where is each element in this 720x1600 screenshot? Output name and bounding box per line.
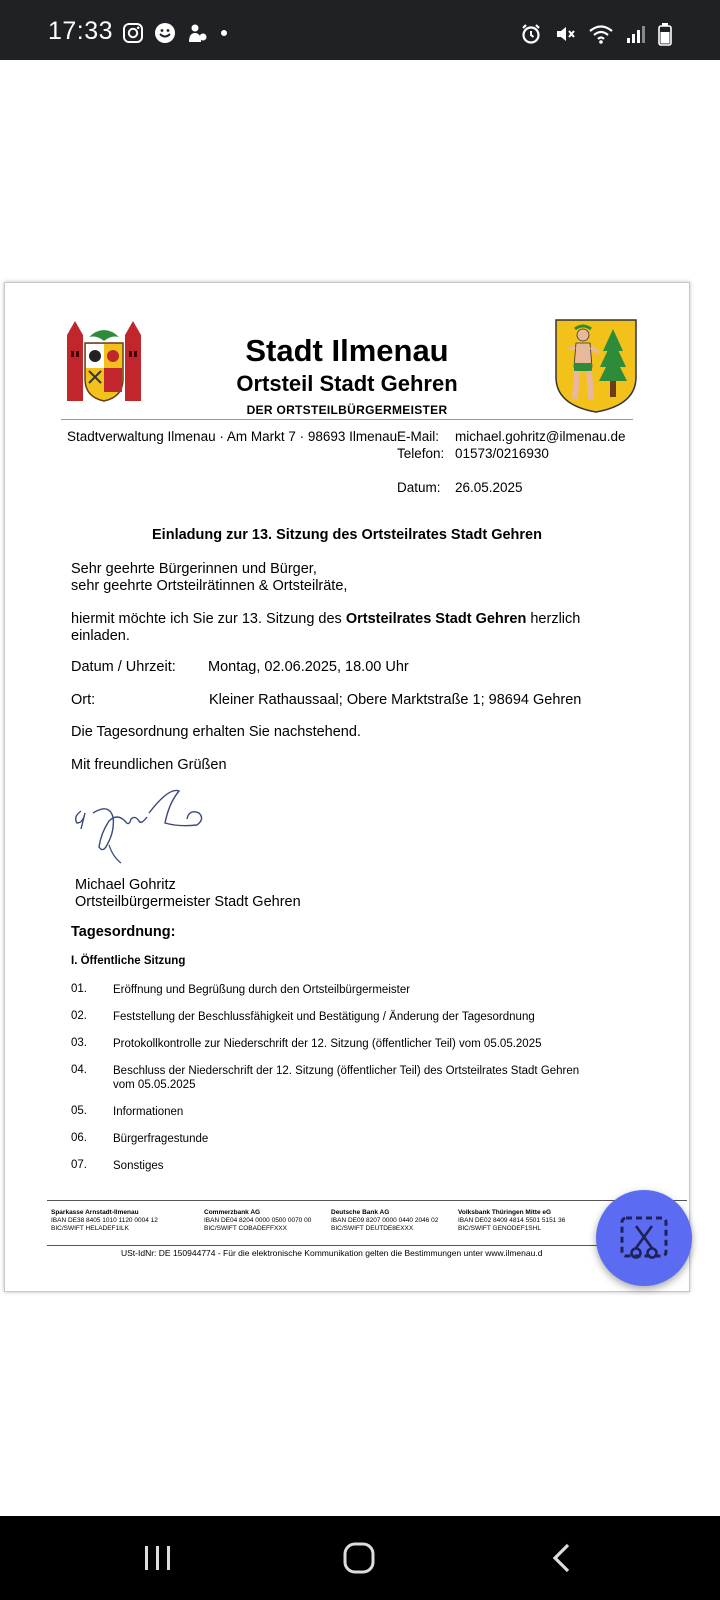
header-office: DER ORTSTEILBÜRGERMEISTER [246,403,448,417]
datetime-label: Datum / Uhrzeit: [71,659,176,675]
gehren-coat-of-arms-logo [555,319,637,413]
agenda-item-number: 05. [71,1105,87,1117]
notification-icons [122,22,230,44]
phone-label: Telefon: [397,446,445,461]
agenda-item-text: Informationen [113,1106,184,1118]
bank-info [51,1209,176,1233]
handwritten-signature [69,783,209,869]
screenshot-scissors-icon [596,1190,692,1286]
document-heading: Einladung zur 13. Sitzung des Ortsteilrates Stadt Gehren [152,527,542,543]
bank-bic: BIC/SWIFT COBADEFFXXX [204,1225,287,1232]
footer-note: USt-IdNr: DE 150944774 - Für die elektronische Kommunikation gelten die Bestimmungen unter www.ilmenau.d [121,1248,543,1258]
agenda-item-text: Feststellung der Beschlussfähigkeit und Bestätigung / Änderung der Tagesordnung [113,1011,535,1023]
bank-name: Deutsche Bank AG [331,1209,390,1216]
screenshot-crop-button[interactable] [596,1190,692,1286]
agenda-item-text: Beschluss der Niederschrift der 12. Sitzung (öffentlicher Teil) des Ortsteilrates Stadt Gehren vom 05.05.2025 [113,1065,580,1091]
recent-apps-icon[interactable] [142,1542,174,1574]
navigation-bar [0,1516,720,1600]
agenda-item-number: 03. [71,1037,87,1049]
email-value[interactable]: michael.gohritz@ilmenau.de [455,429,626,444]
messenger-face-icon [154,22,176,44]
header-divider [61,419,633,420]
agenda-item-text: Bürgerfragestunde [113,1133,209,1145]
alarm-icon [520,23,542,45]
bank-info [458,1209,583,1233]
bank-iban: IBAN DE02 8409 4814 5501 5151 36 [458,1217,566,1224]
signer-name: Michael Gohritz [75,877,176,893]
footer-divider-top [47,1200,687,1201]
place-label: Ort: [71,692,96,708]
status-bar [0,0,720,60]
battery-icon [658,22,672,46]
bank-iban: IBAN DE38 8405 1010 1120 0004 12 [51,1217,158,1224]
bank-bic: BIC/SWIFT DEUTDE8EXXX [331,1225,414,1232]
header-subtitle: Ortsteil Stadt Gehren [236,371,458,396]
header-title: Stadt Ilmenau [245,333,449,368]
agenda-title: Tagesordnung: [71,924,176,940]
bank-iban: IBAN DE04 8204 0000 0500 0070 00 [204,1217,312,1224]
app-notification-icon [186,22,208,44]
bank-name: Sparkasse Arnstadt-Ilmenau [51,1209,139,1216]
intro-bold: Ortsteilrates Stadt Gehren [345,611,527,627]
document-page[interactable] [4,282,690,1292]
wifi-icon [588,23,614,45]
bank-info [204,1209,329,1233]
back-icon[interactable] [550,1542,572,1574]
bank-bic: BIC/SWIFT GENODEF1SHL [458,1225,541,1232]
place-value: Kleiner Rathaussaal; Obere Marktstraße 1; 98694 Gehren [209,692,582,708]
signal-icon [626,23,646,45]
email-label: E-Mail: [397,429,440,444]
signer-role: Ortsteilbürgermeister Stadt Gehren [75,894,301,910]
home-icon[interactable] [342,1541,376,1575]
agenda-section: I. Öffentliche Sitzung [71,955,186,967]
greeting-line-2: sehr geehrte Ortsteilrätinnen & Ortsteilräte, [71,578,348,594]
system-icons [520,22,672,46]
intro-paragraph [71,611,580,627]
sender-address: Stadtverwaltung Ilmenau · Am Markt 7 · 98693 Ilmenau [67,429,398,444]
intro-pre: hiermit möchte ich Sie zur 13. Sitzung des [71,611,346,627]
more-notifications-dot-icon [218,22,230,44]
agenda-item-number: 02. [71,1010,87,1022]
agenda-item-text: Sonstiges [113,1160,164,1172]
phone-value[interactable]: 01573/0216930 [455,446,549,461]
intro-post: herzlich [526,611,581,627]
bank-name: Volksbank Thüringen Mitte eG [458,1209,552,1216]
datetime-value: Montag, 02.06.2025, 18.00 Uhr [208,659,409,675]
date-label: Datum: [397,480,441,495]
closing: Mit freundlichen Grüßen [71,757,227,773]
agenda-item-number: 06. [71,1132,87,1144]
mute-icon [554,23,576,45]
date-value: 26.05.2025 [455,480,523,495]
bank-bic: BIC/SWIFT HELADEF1ILK [51,1225,129,1232]
agenda-note: Die Tagesordnung erhalten Sie nachstehend. [71,724,361,740]
agenda-item-text: Eröffnung und Begrüßung durch den Ortsteilbürgermeister [113,984,411,996]
agenda-item-number: 04. [71,1064,87,1076]
instagram-icon [122,22,144,44]
status-time: 17:33 [48,17,114,45]
agenda-item-number: 07. [71,1159,87,1171]
agenda-item-number: 01. [71,983,87,995]
footer-divider-bottom [47,1245,687,1246]
bank-info [331,1209,456,1233]
agenda-item-text: Protokollkontrolle zur Niederschrift der 12. Sitzung (öffentlicher Teil) vom 05.05.2025 [113,1038,542,1050]
intro-line-2: einladen. [71,628,130,644]
greeting-line-1: Sehr geehrte Bürgerinnen und Bürger, [71,561,317,577]
bank-name: Commerzbank AG [204,1209,261,1216]
bank-iban: IBAN DE09 8207 0000 0440 2046 02 [331,1217,439,1224]
